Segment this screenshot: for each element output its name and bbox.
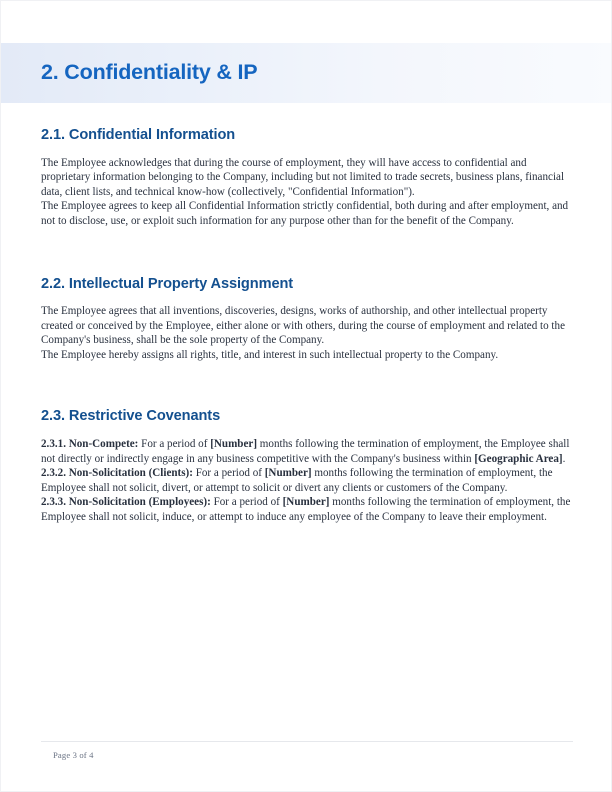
paragraph: The Employee hereby assigns all rights, title, and interest in such intellectual property to the Company. (41, 348, 499, 361)
clause-placeholder-number: [Number] (264, 467, 312, 480)
page-title: 2. Confidentiality & IP (41, 60, 258, 85)
clause-term: Non-Solicitation (Employees): (68, 496, 211, 509)
subsection-heading: 2.1. Confidential Information (41, 127, 236, 143)
clause-number: 2.3.3. (41, 496, 66, 509)
page-number-footer: Page 3 of 4 (53, 750, 94, 760)
clause-text: For a period of (138, 438, 211, 451)
clause-non-solicitation-employees (41, 495, 573, 524)
clause-number: 2.3.2. (41, 467, 66, 480)
subsection-heading: 2.3. Restrictive Covenants (41, 408, 221, 425)
clause-placeholder-geographic-area: [Geographic Area] (474, 452, 563, 465)
section-banner (1, 43, 612, 103)
clause-text: months following the termination of employment, the Employee shall not solicit, induce, or attempt to induce any employee of the Company to leave their employment. (41, 496, 571, 523)
subsection-restrictive-covenants (41, 408, 573, 524)
subsection-confidential-information (41, 127, 573, 229)
paragraph: The Employee agrees that all inventions, discoveries, designs, works of authorship, and other intellectual property created or conceived by the Employee, either alone or with others, during the course of employment and related to the Company's business, shall be the sole property of the Company. (41, 305, 565, 347)
subsection-heading: 2.2. Intellectual Property Assignment (41, 275, 294, 292)
clause-term: Non-Solicitation (Clients): (68, 467, 193, 480)
clause-number: 2.3.1. (41, 438, 66, 451)
clause-non-compete (41, 437, 573, 466)
clause-text: For a period of (210, 496, 283, 509)
spacer (41, 362, 573, 408)
spacer (41, 229, 573, 276)
clause-non-solicitation-clients (41, 466, 573, 495)
clause-text: . (562, 452, 566, 465)
paragraph: The Employee acknowledges that during the course of employment, they will have access to confidential and proprietary information belonging to the Company, including but not limited to trade secrets, business plans, financial data, client lists, and technical know-how (collectively, "Confidential Information"). (41, 156, 565, 198)
clause-term: Non-Compete: (68, 438, 139, 451)
clause-placeholder-number: [Number] (282, 496, 330, 509)
clause-placeholder-number: [Number] (210, 438, 258, 451)
document-content (41, 127, 573, 525)
paragraph: The Employee agrees to keep all Confidential Information strictly confidential, both during and after employment, and not to disclose, use, or exploit such information for any purpose other than for the benefit of the Company. (41, 200, 569, 227)
footer-divider (41, 741, 573, 742)
clause-text: months following the termination of employment, the Employee shall not directly or indirectly engage in any business competitive with the Company's business within (41, 438, 570, 465)
subsection-ip-assignment (41, 276, 573, 363)
clause-text: months following the termination of employment, the Employee shall not solicit, divert, or attempt to solicit or divert any clients or customers of the Company. (41, 467, 553, 494)
clause-text: For a period of (192, 467, 265, 480)
